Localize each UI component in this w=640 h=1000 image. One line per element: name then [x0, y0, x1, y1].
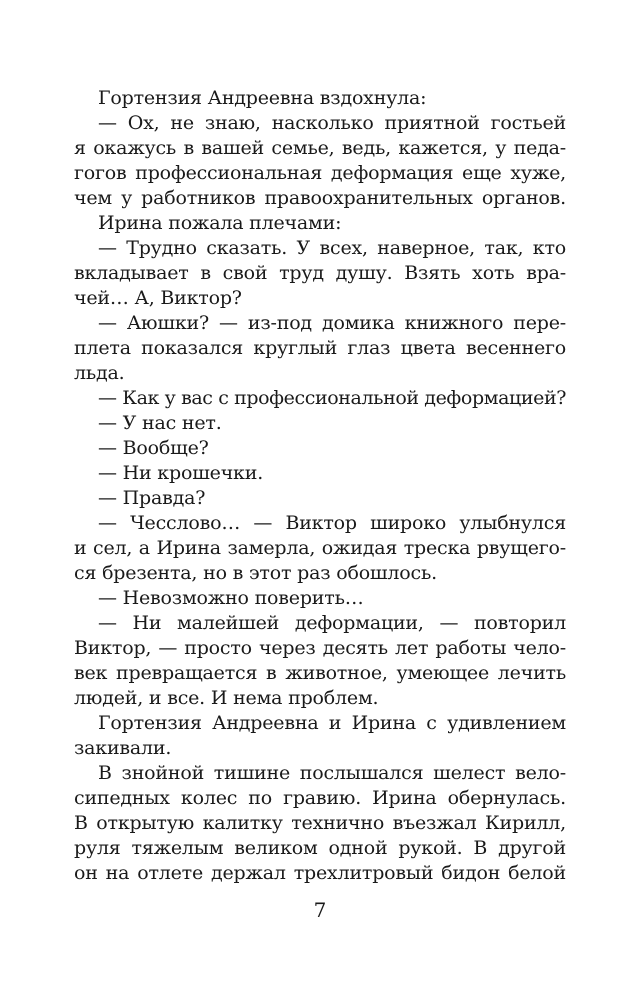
- text-line: чей… А, Виктор?: [74, 287, 242, 309]
- text-line: Гортензия Андреевна и Ирина с удивлением: [98, 712, 566, 734]
- text-line: Виктор, — просто через десять лет работы чело-: [74, 637, 566, 659]
- text-line: В открытую калитку технично въезжал Кирилл,: [74, 812, 566, 834]
- text-line: — Трудно сказать. У всех, наверное, так, кто: [98, 237, 566, 259]
- text-line: — Ни малейшей деформации, — повторил: [98, 612, 566, 634]
- page-number: 7: [313, 898, 327, 922]
- text-line: вкладывает в свой труд душу. Взять хоть вра-: [74, 262, 566, 284]
- text-line: — Ох, не знаю, насколько приятной гостьей: [98, 112, 566, 134]
- text-line: — Вообще?: [98, 437, 209, 459]
- text-line: — Ни крошечки.: [98, 462, 264, 484]
- text-line: — Аюшки? — из-под домика книжного пере-: [98, 312, 566, 334]
- text-line: закивали.: [74, 737, 172, 759]
- text-line: руля тяжелым великом одной рукой. В другой: [74, 837, 566, 859]
- text-line: век превращается в животное, умеющее лечить: [74, 662, 566, 684]
- text-line: людей, и все. И нема проблем.: [74, 687, 379, 709]
- text-line: плета показался круглый глаз цвета весеннего: [74, 337, 566, 359]
- text-line: Ирина пожала плечами:: [98, 212, 342, 234]
- text-line: В знойной тишине послышался шелест вело-: [98, 762, 566, 784]
- text-line: льда.: [74, 362, 125, 384]
- text-line: — Чесслово… — Виктор широко улыбнулся: [98, 512, 566, 534]
- text-line: Гортензия Андреевна вздохнула:: [98, 87, 427, 109]
- text-line: — Невозможно поверить…: [98, 587, 364, 609]
- text-line: он на отлете держал трехлитровый бидон белой: [74, 862, 566, 884]
- text-line: гогов профессиональная деформация еще хуже,: [74, 162, 566, 184]
- text-line: — У нас нет.: [98, 412, 222, 434]
- text-line: я окажусь в вашей семье, ведь, кажется, у педа-: [74, 137, 566, 159]
- text-line: чем у работников правоохранительных органов.: [74, 187, 566, 209]
- text-line: ся брезента, но в этот раз обошлось.: [74, 562, 437, 584]
- text-line: — Как у вас с профессиональной деформацией?: [98, 387, 566, 409]
- text-line: и сел, а Ирина замерла, ожидая треска рвущего-: [74, 537, 566, 559]
- text-line: сипедных колес по гравию. Ирина обернулась.: [74, 787, 566, 809]
- page-text: [74, 86, 566, 886]
- text-line: — Правда?: [98, 487, 206, 509]
